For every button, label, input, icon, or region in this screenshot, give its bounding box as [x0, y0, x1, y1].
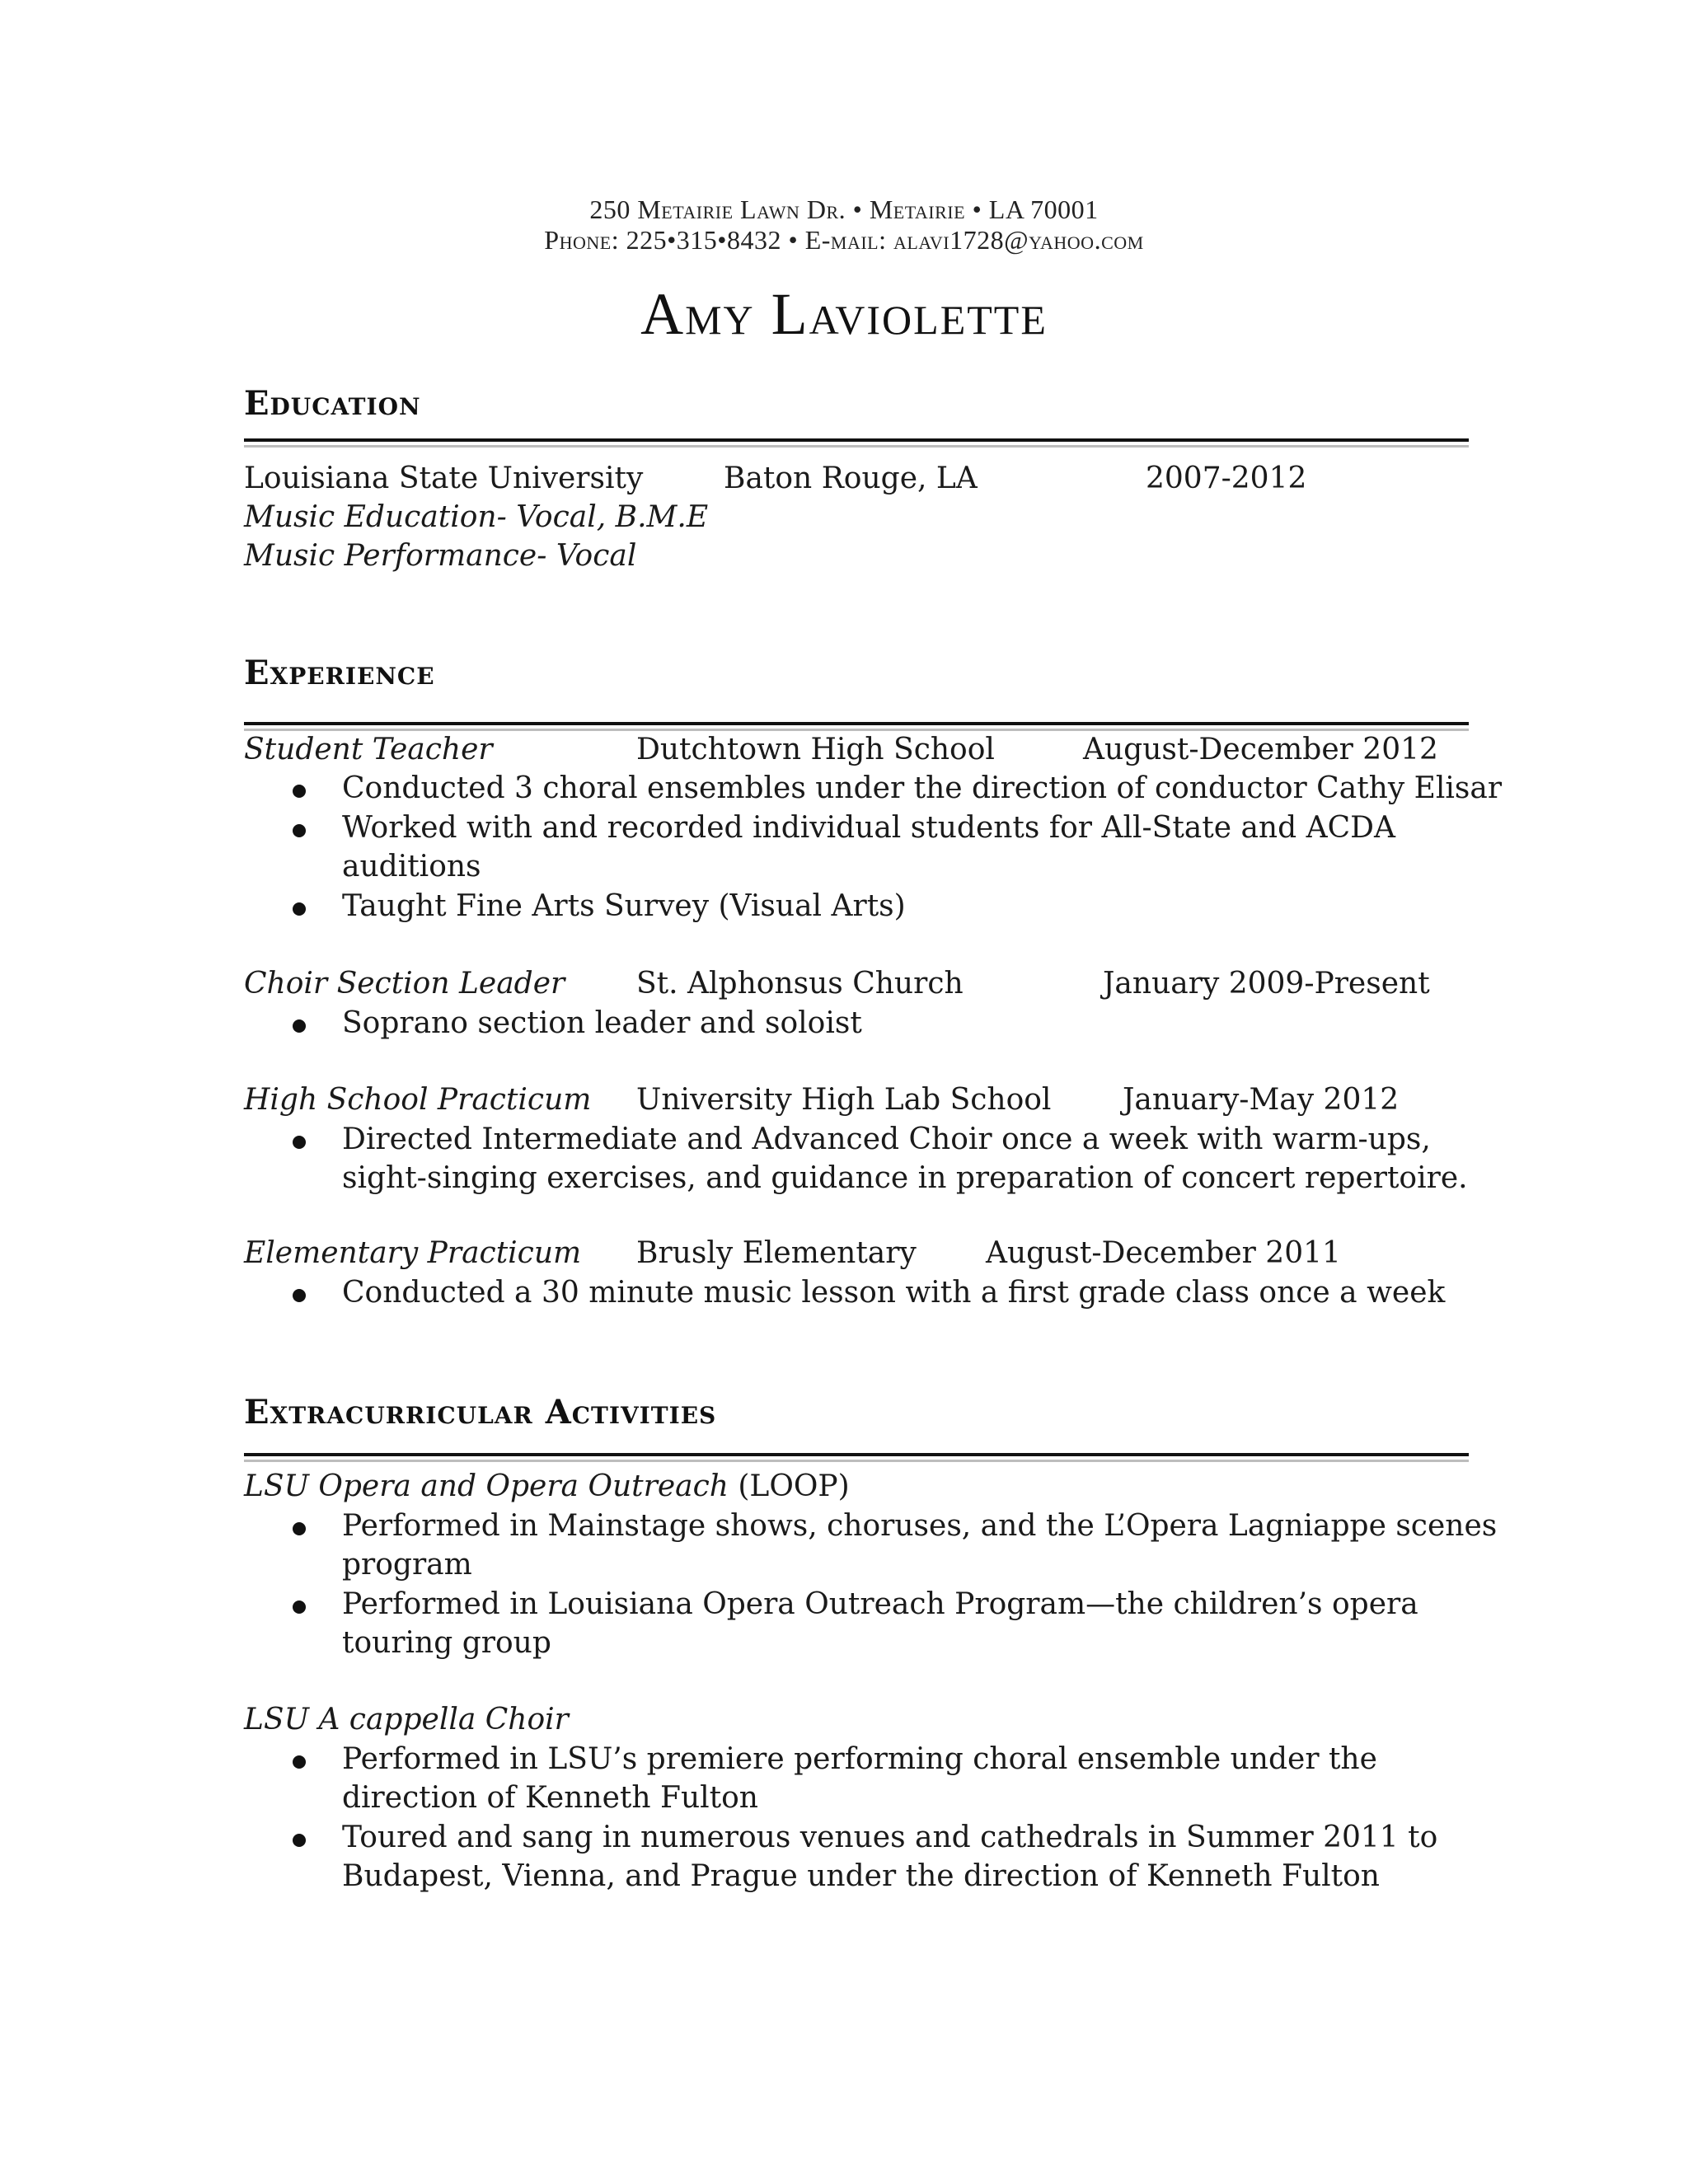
- activity-name-italic: LSU Opera and Opera Outreach: [244, 1469, 729, 1503]
- job-dates: January 2009-Present: [1103, 967, 1430, 1001]
- job-bullet-cont: sight-singing exercises, and guidance in preparation of concert repertoire.: [342, 1161, 1468, 1195]
- job-bullet: Soprano section leader and soloist: [342, 1006, 862, 1040]
- bullet-icon: [293, 824, 306, 837]
- bullet-icon: [293, 902, 306, 916]
- activity-name: [244, 1469, 850, 1503]
- bullet-icon: [293, 1522, 306, 1535]
- activity-bullet-cont: direction of Kenneth Fulton: [342, 1781, 758, 1815]
- education-years: 2007-2012: [1146, 462, 1307, 495]
- activity-bullet: Toured and sang in numerous venues and cathedrals in Summer 2011 to: [342, 1821, 1438, 1854]
- bullet-icon: [293, 1834, 306, 1847]
- bullet-icon: [293, 1755, 306, 1769]
- bullet-icon: [293, 1289, 306, 1302]
- job-role: Choir Section Leader: [244, 967, 565, 1001]
- bullet-icon: [293, 1136, 306, 1149]
- job-role: Elementary Practicum: [244, 1236, 582, 1270]
- activity-bullet-cont: program: [342, 1548, 472, 1582]
- education-heading: Education: [244, 384, 421, 423]
- activity-bullet-cont: Budapest, Vienna, and Prague under the direction of Kenneth Fulton: [342, 1859, 1380, 1893]
- job-bullet: Worked with and recorded individual students for All-State and ACDA: [342, 811, 1395, 845]
- education-rule: [244, 438, 1469, 442]
- job-role: High School Practicum: [244, 1083, 592, 1117]
- bullet-icon: [293, 1019, 306, 1033]
- job-bullet: Conducted a 30 minute music lesson with a first grade class once a week: [342, 1276, 1446, 1310]
- activity-suffix: (LOOP): [728, 1469, 850, 1503]
- experience-rule: [244, 722, 1469, 725]
- activity-bullet: Performed in Louisiana Opera Outreach Program—the children’s opera: [342, 1587, 1418, 1621]
- job-bullet: Directed Intermediate and Advanced Choir once a week with warm-ups,: [342, 1122, 1431, 1156]
- activity-bullet: Performed in LSU’s premiere performing choral ensemble under the: [342, 1742, 1377, 1776]
- address-line: 250 Metairie Lawn Dr. • Metairie • LA 70001: [589, 194, 1099, 224]
- experience-heading: Experience: [244, 654, 435, 692]
- activity-name: LSU A cappella Choir: [244, 1703, 569, 1736]
- job-bullet: Taught Fine Arts Survey (Visual Arts): [342, 889, 906, 923]
- contact-line: Phone: 225•315•8432 • E-mail: alavi1728@yahoo.com: [544, 225, 1144, 255]
- extracurricular-rule: [244, 1453, 1469, 1456]
- job-org: Brusly Elementary: [636, 1236, 917, 1270]
- activity-bullet: Performed in Mainstage shows, choruses, and the L’Opera Lagniappe scenes: [342, 1509, 1498, 1543]
- job-org: University High Lab School: [636, 1083, 1052, 1117]
- education-school: Louisiana State University: [244, 462, 644, 495]
- job-dates: August-December 2011: [986, 1236, 1341, 1270]
- education-degree: Music Performance- Vocal: [244, 539, 637, 573]
- bullet-icon: [293, 1601, 306, 1614]
- job-org: Dutchtown High School: [636, 733, 995, 766]
- education-degree: Music Education- Vocal, B.M.E: [244, 500, 709, 534]
- extracurricular-heading: Extracurricular Activities: [244, 1393, 717, 1432]
- bullet-icon: [293, 785, 306, 798]
- job-bullet: Conducted 3 choral ensembles under the direction of conductor Cathy Elisar: [342, 771, 1503, 805]
- activity-bullet-cont: touring group: [342, 1626, 551, 1660]
- candidate-name: Amy Laviolette: [640, 281, 1048, 347]
- job-role: Student Teacher: [244, 733, 493, 766]
- job-bullet-cont: auditions: [342, 850, 481, 883]
- education-location: Baton Rouge, LA: [724, 462, 978, 495]
- job-dates: August-December 2012: [1083, 733, 1438, 766]
- job-dates: January-May 2012: [1123, 1083, 1400, 1117]
- job-org: St. Alphonsus Church: [636, 967, 964, 1001]
